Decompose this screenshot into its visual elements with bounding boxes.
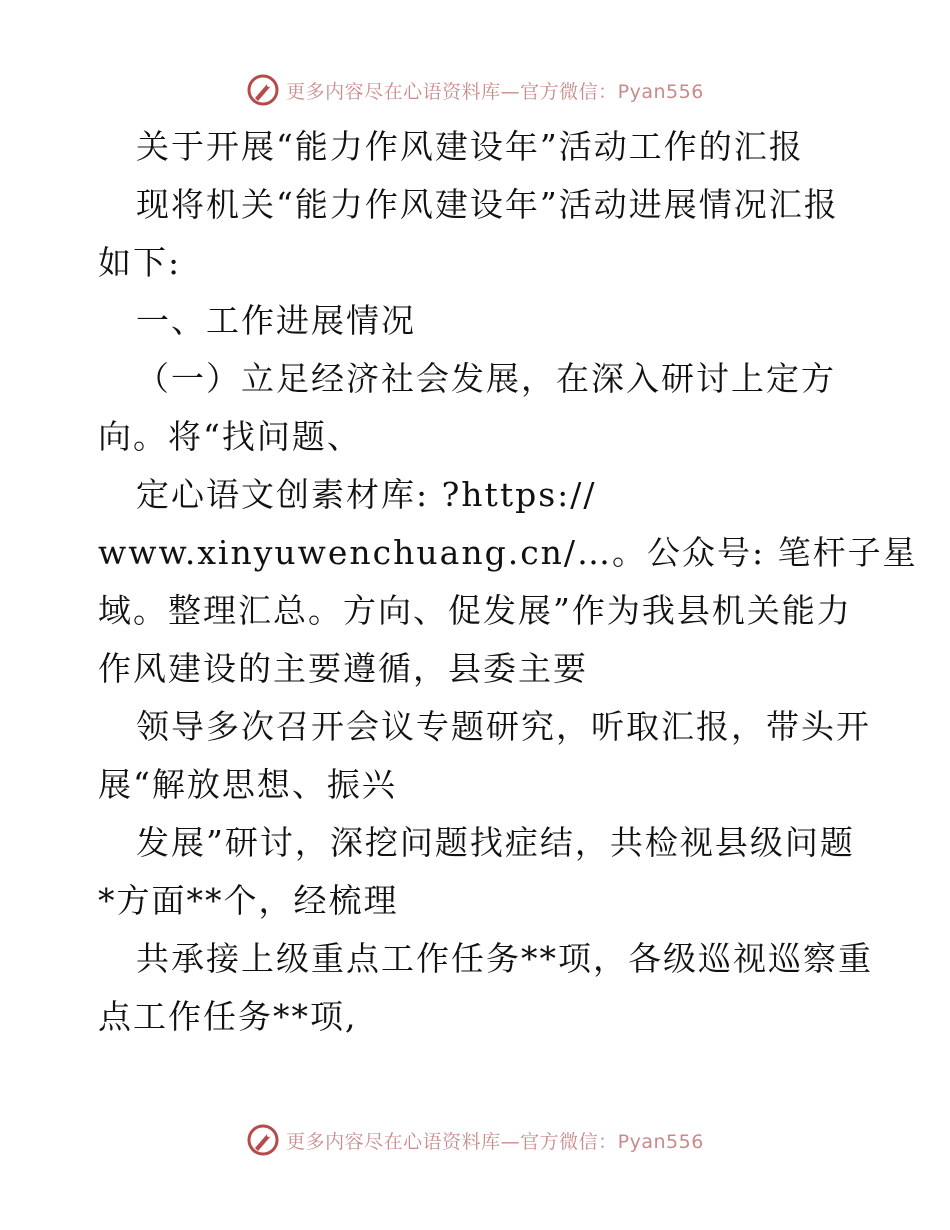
pen-logo-icon <box>246 73 280 107</box>
subsection-heading: （一）立足经济社会发展，在深入研讨上定方 <box>136 359 836 398</box>
paragraph-line: 域。整理汇总。方向、促发展”作为我县机关能力 <box>98 591 852 630</box>
paragraph-line: *方面**个，经梳理 <box>98 881 399 920</box>
paragraph-line: 向。将“找问题、 <box>98 417 362 456</box>
section-heading: 一、工作进展情况 <box>136 301 416 340</box>
footer-watermark <box>0 1120 950 1160</box>
paragraph-line: www.xinyuwenchuang.cn/…。公众号: 笔杆子星 <box>98 533 918 572</box>
paragraph-line: 现将机关“能力作风建设年”活动进展情况汇报 <box>136 185 839 224</box>
paragraph-line: 发展”研讨，深挖问题找症结，共检视县级问题 <box>136 823 855 862</box>
watermark-text: 更多内容尽在心语资料库—官方微信：Pyan556 <box>286 80 704 103</box>
paragraph-line: 领导多次召开会议专题研究，听取汇报，带头开 <box>136 707 871 746</box>
header-watermark <box>0 70 950 110</box>
paragraph-line: 定心语文创素材库: ?https:// <box>136 475 597 514</box>
document-body <box>98 118 918 1046</box>
paragraph-line: 点工作任务**项, <box>98 997 358 1036</box>
paragraph-line: 如下: <box>98 243 182 282</box>
paragraph-line: 作风建设的主要遵循，县委主要 <box>98 649 588 688</box>
paragraph-line: 共承接上级重点工作任务**项，各级巡视巡察重 <box>136 939 873 978</box>
document-title: 关于开展“能力作风建设年”活动工作的汇报 <box>136 127 804 166</box>
watermark-text: 更多内容尽在心语资料库—官方微信：Pyan556 <box>286 1130 704 1153</box>
paragraph-line: 展“解放思想、振兴 <box>98 765 397 804</box>
pen-logo-icon <box>246 1123 280 1157</box>
